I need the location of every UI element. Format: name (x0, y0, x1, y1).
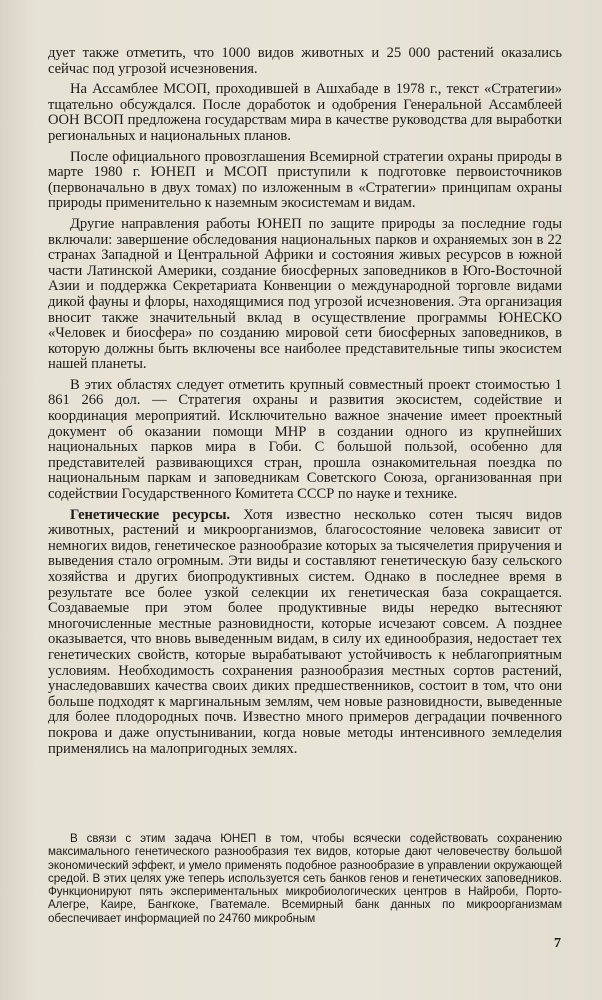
small-print-block (48, 832, 562, 925)
paragraph-genetic-resources (48, 508, 562, 758)
paragraph-joint-project: В этих областях следует отметить крупный совместный проект стоимостью 1 861 266 дол. — Стратегия охраны и развития экосистем, содействие и координация мероприятий. Исключительно важное значение имеет проектный документ об оказании помощи МНР в создании одного из крупнейших национальных парков мира в Гоби. С большой пользой, особенно для представителей развивающихся стран, прошла ознакомительная поездка по национальным паркам и заповедникам Советского Союза, организованная при содействии Государственного Комитета СССР по науке и технике. (48, 376, 562, 503)
section-heading-genetic-resources: Генетические ресурсы. (70, 506, 231, 523)
paragraph-iucn-assembly: На Ассамблее МСОП, проходившей в Ашхабаде в 1978 г., текст «Стратегии» тщательно обсуждался. После доработок и одобрения Генеральной Ассамблеей ООН ВСОП предложена государствам мира в качестве руководства для выработки региональных и национальных планов. (48, 81, 562, 144)
paragraph-strategy-proclamation: После официального провозглашения Всемирной стратегии охраны природы в марте 1980 г. ЮНЕП и МСОП приступили к подготовке первоисточников (первоначально в двух томах) по изложенным в «Стратегии» принципам охраны природы применительно к наземным экосистемам и видам. (48, 148, 562, 212)
main-text-column (48, 46, 562, 762)
paragraph-continued: дует также отметить, что 1000 видов животных и 25 000 растений оказались сейчас под угрозой исчезновения. (48, 45, 562, 77)
paragraph-unep-directions: Другие направления работы ЮНЕП по защите природы за последние годы включали: завершение обследования национальных парков и охраняемых зон в 22 странах Западной и Центральной Африки и состояния живых ресурсов в южной части Латинской Америки, создание биосферных заповедников в Юго-Восточной Азии и поддержка Секретариата Конвенции о международной торговле видами дикой фауны и флоры, находящимися под угрозой исчезновения. Эта организация вносит также значительный вклад в осуществление программы ЮНЕСКО «Человек и биосфера» по созданию мировой сети биосферных заповедников, в которую должны быть включены все наиболее представительные типы экосистем нашей планеты. (48, 215, 562, 373)
paragraph-genetic-resources-body: Хотя известно несколько сотен тысяч видов животных, растений и микроорганизмов, благосостояние человека зависит от немногих видов, генетическое разнообразие которых за тысячелетия приручения и выведения стало огромным. Эти виды и составляют генетическую базу сельского хозяйства и других биопродуктивных систем. Однако в последнее время в результате все более узкой селекции их генетическая база сокращается. Создаваемые при этом более продуктивные виды нередко вытесняют многочисленные местные разновидности, которые исчезают совсем. А позднее оказывается, что вновь выведенным видам, в силу их единообразия, недостает тех генетических свойств, которые вырабатывают устойчивость к неблагоприятным условиям. Необходимость сохранения разнообразия местных сортов растений, унаследовавших качества своих диких предшественников, состоит в том, что они больше подходят к маргинальным землям, чем новые разновидности, выведенные для более плодородных почв. Известно много примеров деградации почвенного покрова и даже опустынивании, когда новые методы интенсивного земледелия применялись на малопригодных землях. (48, 506, 562, 757)
small-print-paragraph: В связи с этим задача ЮНЕП в том, чтобы всячески содействовать сохранению максимального генетического разнообразия тех видов, которые дают человечеству большой экономический эффект, и умело применять подобное разнообразие в управлении окружающей средой. В этих целях уже теперь используется сеть банков генов и генетических заповедников. Функционируют пять экспериментальных микробиологических центров в Найроби, Порто-Алегре, Каире, Бангкоке, Гватемале. Всемирный банк данных по микроорганизмам обеспечивает информацией по 24760 микробным (48, 832, 562, 925)
page-number: 7 (554, 936, 561, 951)
